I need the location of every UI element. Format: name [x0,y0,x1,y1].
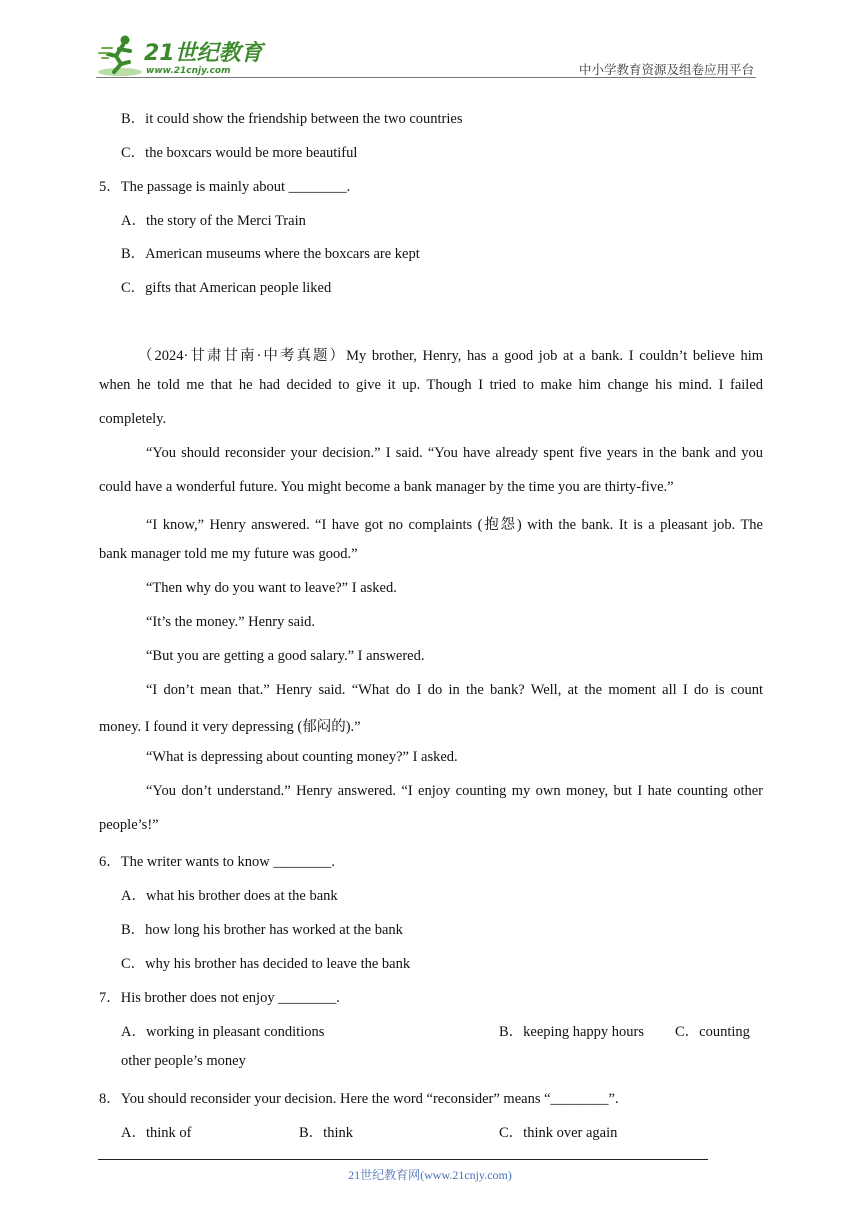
header-divider [96,77,756,78]
passage-p3-line2: bank manager told me my future was good.” [99,546,358,562]
q7-option-a: A．working in pleasant conditions [121,1024,325,1040]
q8-stem: 8．You should reconsider your decision. Here the word “reconsider” means “________”. [99,1091,619,1107]
passage-p7-line2: money. I found it very depressing (郁闷的).” [99,719,361,735]
passage-p7-line1: “I don’t mean that.” Henry said. “What do I do in the bank? Well, at the moment all I do is count [146,682,763,698]
q7-option-c: C．counting [675,1024,750,1040]
logo-url: www.21cnjy.com [146,66,231,76]
q5-option-a: A．the story of the Merci Train [121,213,306,229]
passage-p9-line2: people’s!” [99,817,159,833]
passage-p2-line1: “You should reconsider your decision.” I said. “You have already spent five years in the bank and you [146,445,763,461]
passage-p6: “But you are getting a good salary.” I answered. [146,648,425,664]
q7-stem: 7．His brother does not enjoy ________. [99,990,340,1006]
q5-stem: 5．The passage is mainly about ________. [99,179,351,195]
passage-p2-line2: could have a wonderful future. You might become a bank manager by the time you are thirty-five.” [99,479,674,495]
q8-option-c: C．think over again [499,1125,618,1141]
q6-option-b: B．how long his brother has worked at the bank [121,922,403,938]
passage-p4: “Then why do you want to leave?” I asked. [146,580,397,596]
q8-option-b: B．think [299,1125,353,1141]
page-footer: 21世纪教育网(www.21cnjy.com) [348,1168,512,1182]
passage-p1-line1: （2024·甘肃甘南·中考真题）My brother, Henry, has a good job at a bank. I couldn’t believe him [138,348,763,364]
q7-option-c-continued: other people’s money [121,1053,246,1069]
runner-logo-icon [96,34,142,78]
q7-option-b: B．keeping happy hours [499,1024,644,1040]
q4-option-c: C．the boxcars would be more beautiful [121,145,358,161]
q5-option-b: B．American museums where the boxcars are kept [121,246,420,262]
q4-option-b: B．it could show the friendship between the two countries [121,111,463,127]
q6-option-c: C．why his brother has decided to leave the bank [121,956,411,972]
q8-option-a: A．think of [121,1125,192,1141]
q5-option-c: C．gifts that American people liked [121,280,332,296]
passage-p3-line1: “I know,” Henry answered. “I have got no complaints (抱怨) with the bank. It is a pleasant job. The [146,517,763,533]
platform-name: 中小学教育资源及组卷应用平台 [578,63,754,77]
passage-p9-line1: “You don’t understand.” Henry answered. “I enjoy counting my own money, but I hate counting other [146,783,763,799]
passage-p5: “It’s the money.” Henry said. [146,614,315,630]
footer-divider [98,1159,708,1160]
passage-p1-line3: completely. [99,411,167,427]
passage-p1-line2: when he told me that he had decided to give it up. Though I tried to make him change his mind. I failed [99,377,763,393]
site-logo [96,34,271,78]
q6-stem: 6．The writer wants to know ________. [99,854,335,870]
q6-option-a: A．what his brother does at the bank [121,888,338,904]
passage-p8: “What is depressing about counting money?” I asked. [146,749,458,765]
logo-text: 21世纪教育 [144,41,263,66]
page-header [96,30,756,80]
